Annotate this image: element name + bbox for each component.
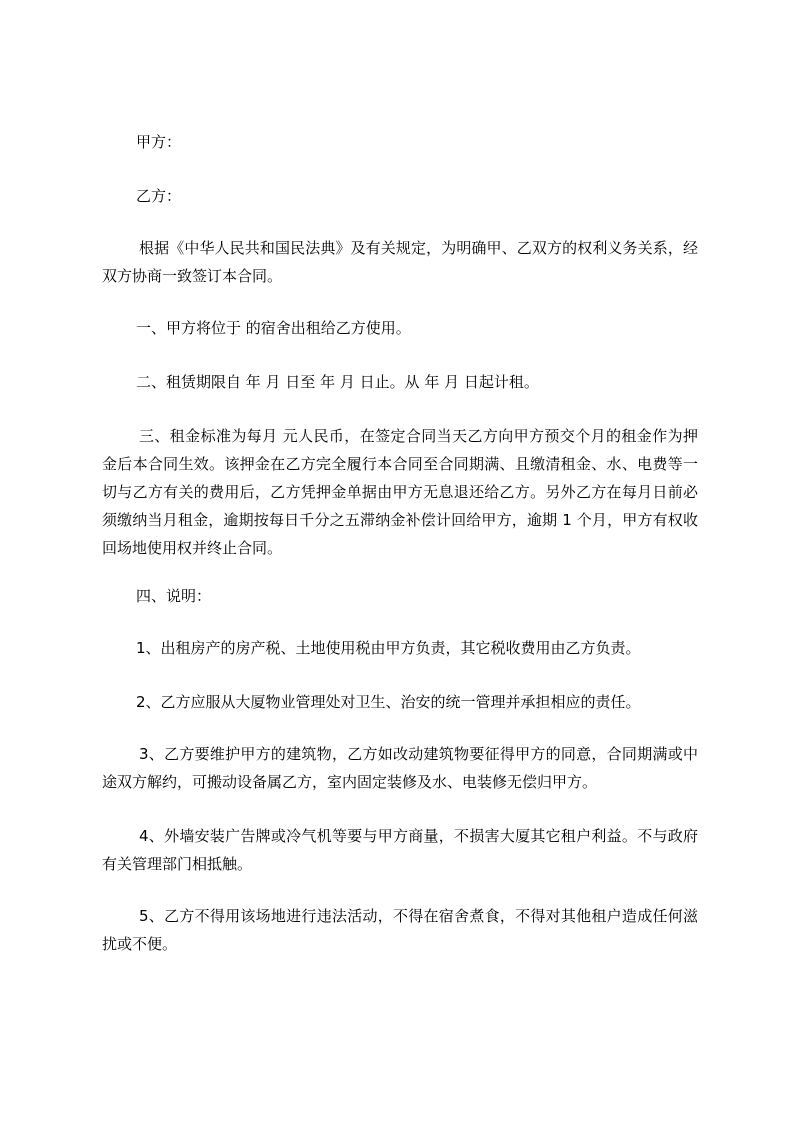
- note-2-paragraph: 2、乙方应服从大厦物业管理处对卫生、治安的统一管理并承担相应的责任。: [136, 693, 641, 711]
- clause-4-title: 四、说明：: [136, 587, 212, 605]
- clause-1-paragraph: 一、甲方将位于 的宿舍出租给乙方使用。: [136, 319, 411, 337]
- note-1-paragraph: 1、出租房产的房产税、土地使用税由甲方负责，其它税收费用由乙方负责。: [136, 639, 641, 657]
- party-a-label: 甲方：: [136, 133, 182, 151]
- preamble-paragraph: 根据《中华人民共和国民法典》及有关规定，为明确甲、乙双方的权利义务关系，经双方协商一致签订本合同。: [102, 239, 698, 285]
- clause-3-paragraph: 三、租金标准为每月 元人民币，在签定合同当天乙方向甲方预交个月的租金作为押金后本合同生效。该押金在乙方完全履行本合同至合同期满、且缴清租金、水、电费等一切与乙方有关的费用后，乙方凭押金单据由甲方无息退还给乙方。另外乙方在每月日前必须缴纳当月租金，逾期按每日千分之五滞纳金补偿计回给甲方，逾期 1 个月，甲方有权收回场地使用权并终止合同。: [102, 427, 698, 557]
- party-b-label: 乙方：: [136, 187, 182, 205]
- clause-2-paragraph: 二、租赁期限自 年 月 日至 年 月 日止。从 年 月 日起计租。: [136, 373, 539, 391]
- note-5-paragraph: 5、乙方不得用该场地进行违法活动，不得在宿舍煮食，不得对其他租户造成任何滋扰或不便。: [102, 907, 698, 953]
- note-3-paragraph: 3、乙方要维护甲方的建筑物，乙方如改动建筑物要征得甲方的同意，合同期满或中途双方解约，可搬动设备属乙方，室内固定装修及水、电装修无偿归甲方。: [102, 745, 698, 791]
- note-4-paragraph: 4、外墙安装广告牌或冷气机等要与甲方商量，不损害大厦其它租户利益。不与政府有关管理部门相抵触。: [102, 827, 698, 873]
